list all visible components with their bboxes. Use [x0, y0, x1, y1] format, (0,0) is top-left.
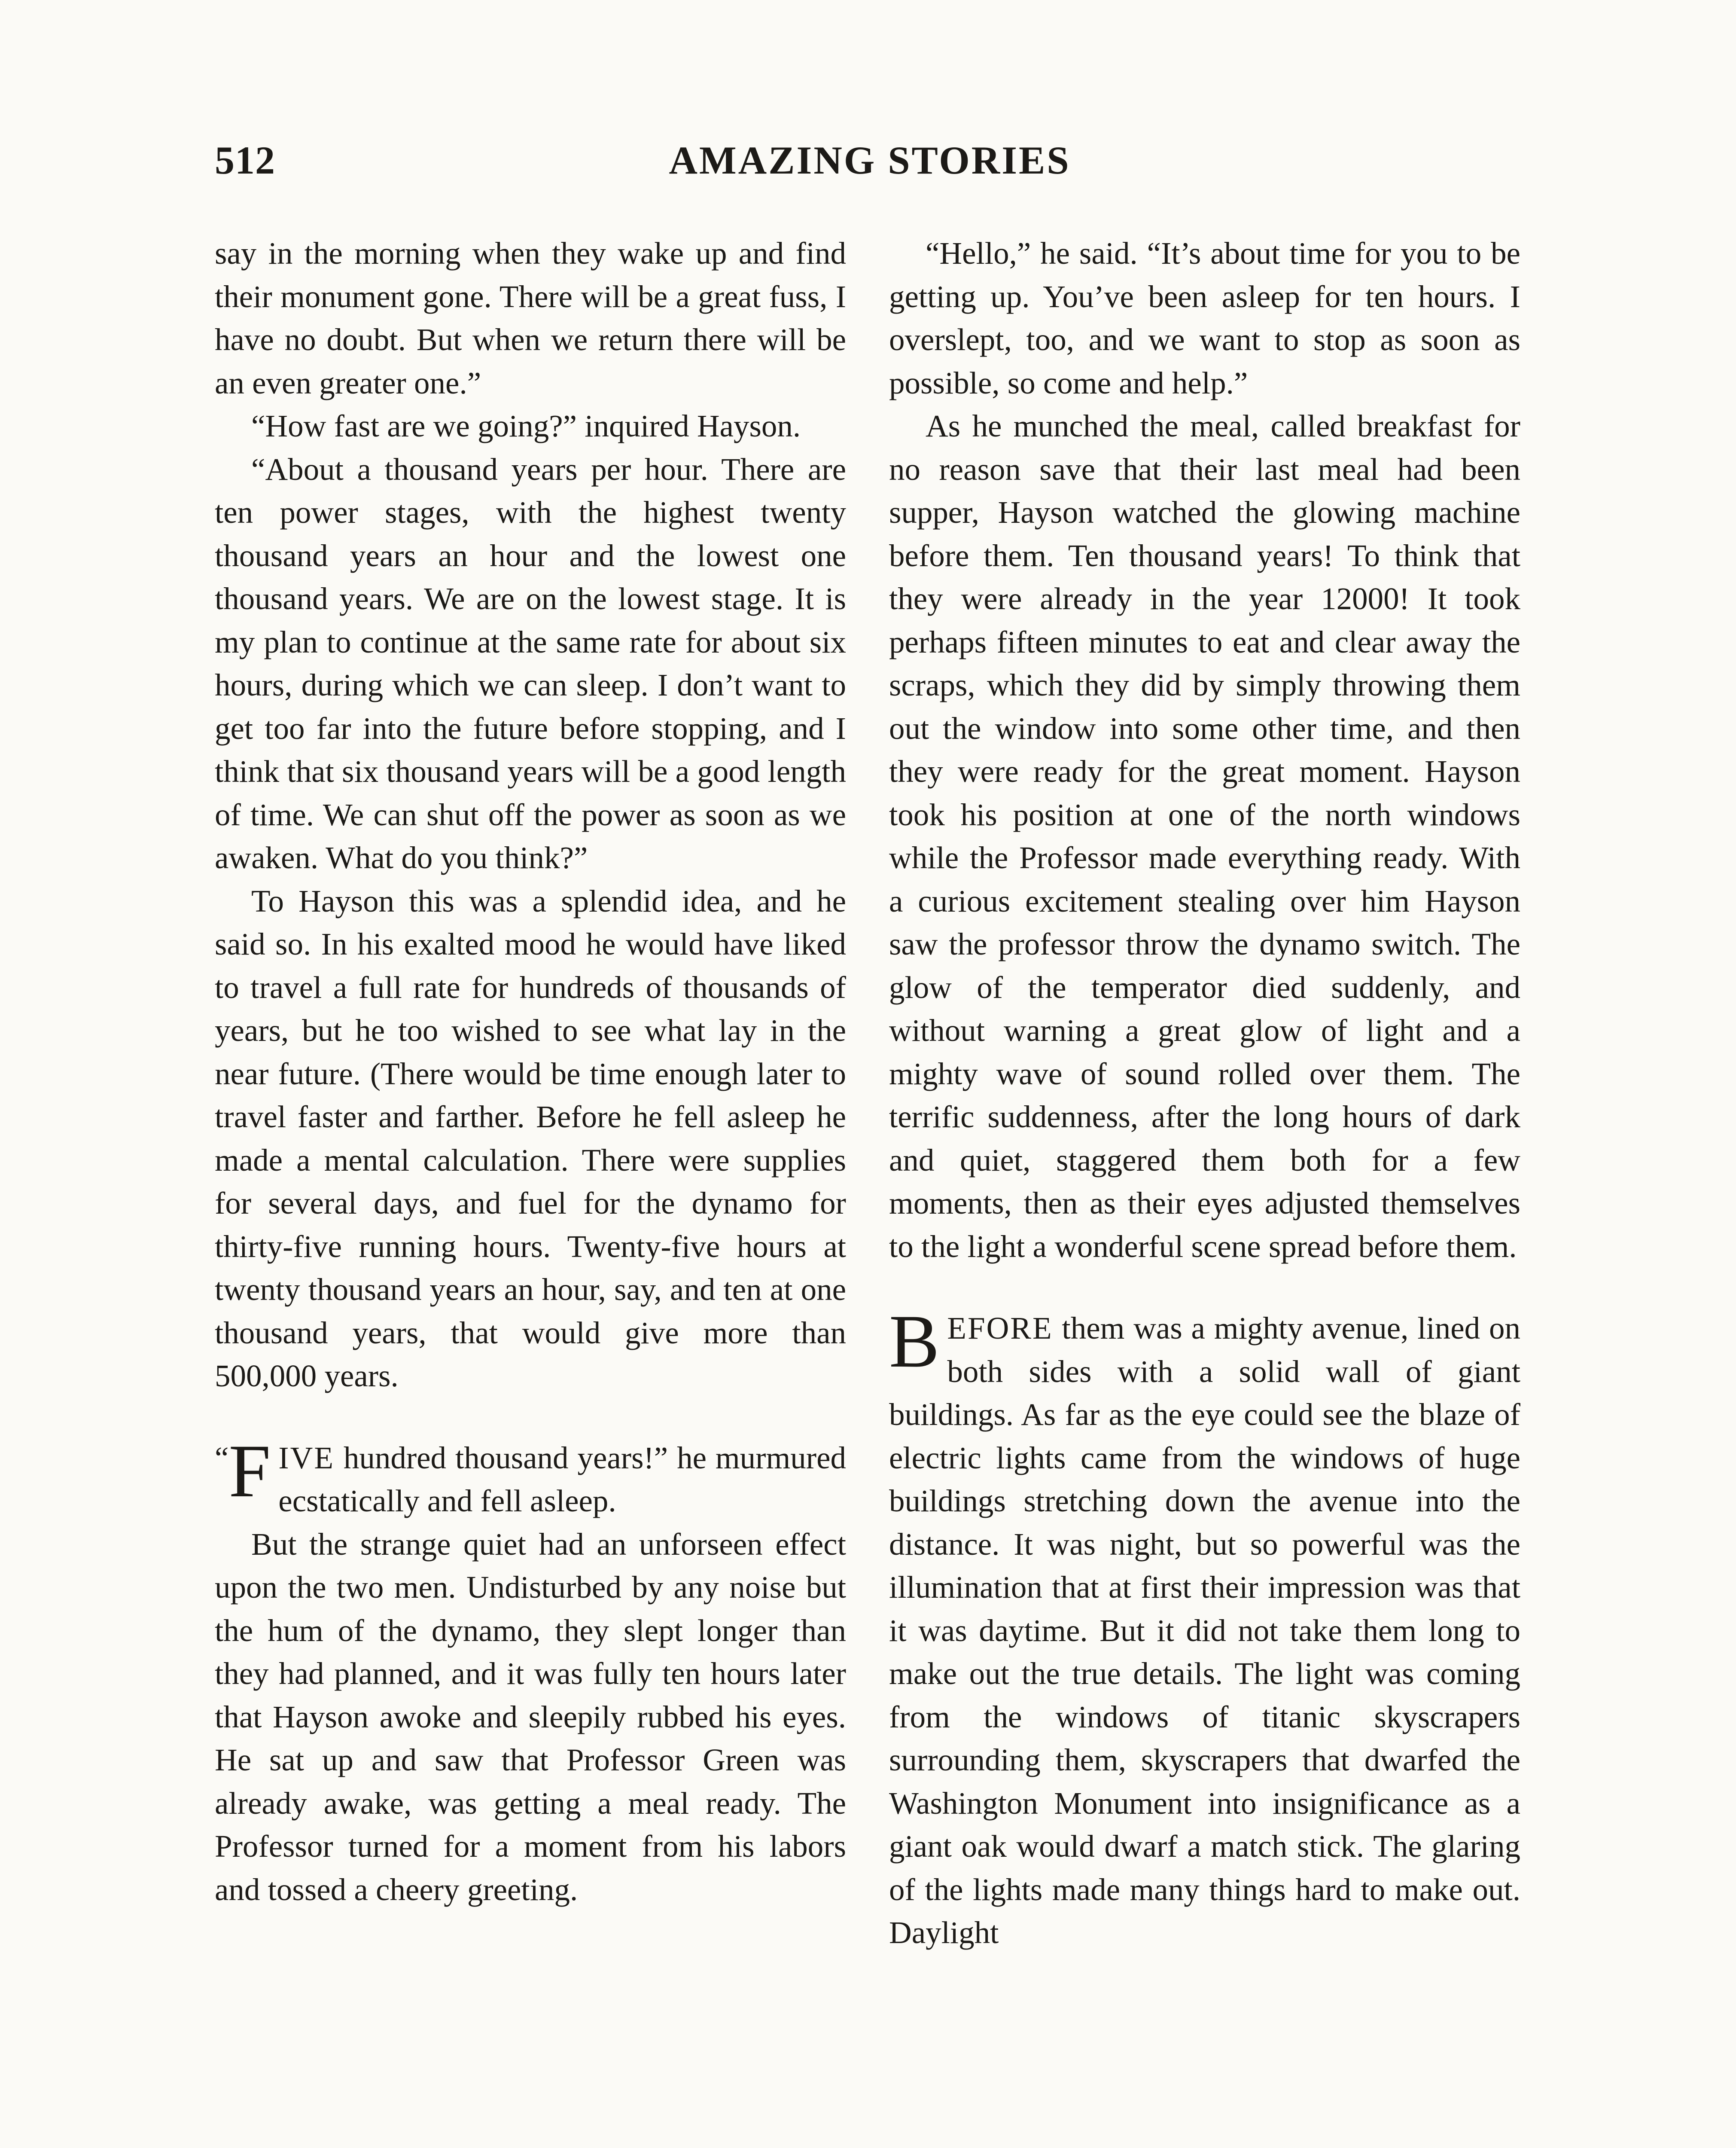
- paragraph: But the strange quiet had an unforseen effect upon the two men. Undisturbed by any noise but the hum of the dynamo, they slept longer than they had planned, and it was fully ten hours later that Hayson awoke and sleepily rubbed his eyes. He sat up and saw that Professor Green was already awake, was getting a meal ready. The Professor turned for a moment from his labors and tossed a cheery greeting.: [215, 1526, 846, 1907]
- paragraph: say in the morning when they wake up and find their monument gone. There will be a great fuss, I have no doubt. But when we return there will be an even greater one.”: [215, 236, 846, 400]
- paragraph: “About a thousand years per hour. There are ten power stages, with the highest twenty thousand years an hour and the lowest one thousand years. We are on the lowest stage. It is my plan to continue at the same rate for about six hours, during which we can sleep. I don’t want to get too far into the future before stopping, and I think that six thousand years will be a good length of time. We can shut off the power as soon as we awaken. What do you think?”: [215, 452, 846, 875]
- paragraph-text: hundred thousand years!” he murmured ecstatically and fell asleep.: [278, 1440, 846, 1518]
- section-start-paragraph: [889, 1300, 1520, 1955]
- small-caps-lead: EFORE: [947, 1311, 1053, 1346]
- page-number: 512: [215, 138, 275, 182]
- opening-quote: “: [215, 1440, 229, 1475]
- left-text-column: [215, 232, 846, 1911]
- paragraph: As he munched the meal, called breakfast for no reason save that their last meal had been supper, Hayson watched the glowing machine before them. Ten thousand years! To think that they were already in the year 12000! It took perhaps fifteen minutes to eat and clear away the scraps, which they did by simply throwing them out the window into some other time, and then they were ready for the great moment. Hayson took his position at one of the north windows while the Professor made everything ready. With a curious excitement stealing over him Hayson saw the professor throw the dynamo switch. The glow of the temperator died suddenly, and without warning a great glow of light and a mighty wave of sound rolled over them. The terrific suddenness, after the long hours of dark and quiet, staggered them both for a few moments, then as their eyes adjusted themselves to the light a wonderful scene spread before them.: [889, 409, 1520, 1264]
- section-start-paragraph: [215, 1429, 846, 1523]
- paragraph: To Hayson this was a splendid idea, and he said so. In his exalted mood he would have liked to travel a full rate for hundreds of thousands of years, but he too wished to see what lay in the near future. (There would be time enough later to travel faster and farther. Before he fell asleep he made a mental calculation. There were supplies for several days, and fuel for the dynamo for thirty-five running hours. Twenty-five hours at twenty thousand years an hour, say, and ten at one thousand years, that would give more than 500,000 years.: [215, 883, 846, 1393]
- magazine-title: AMAZING STORIES: [669, 138, 1071, 182]
- paragraph: “How fast are we going?” inquired Hayson.: [251, 409, 801, 443]
- small-caps-lead: IVE: [278, 1440, 335, 1475]
- paragraph: “Hello,” he said. “It’s about time for you to be getting up. You’ve been asleep for ten hours. I overslept, too, and we want to stop as soon as possible, so come and help.”: [889, 236, 1520, 400]
- right-text-column: [889, 232, 1520, 1955]
- page-header: [215, 137, 1525, 198]
- drop-cap: F: [228, 1429, 271, 1513]
- drop-cap: B: [889, 1300, 940, 1383]
- paragraph-text: them was a mighty avenue, lined on both sides with a solid wall of giant buildings. As far as the eye could see the blaze of electric lights came from the windows of huge buildings stretching down the avenue into the distance. It was night, but so powerful was the illumination that at first their impression was that it was daytime. But it did not take them long to make out the true details. The light was coming from the windows of titanic skyscrapers surrounding them, skyscrapers that dwarfed the Washington Monument into insignificance as a giant oak would dwarf a match stick. The glaring of the lights made many things hard to make out. Daylight: [889, 1311, 1520, 1950]
